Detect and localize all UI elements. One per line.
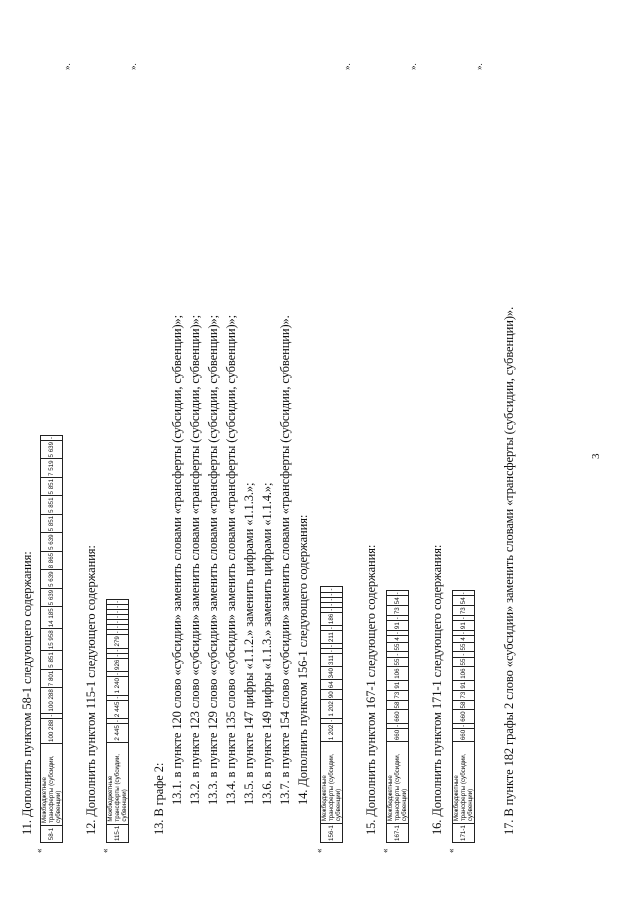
value-cell: 4 — [453, 636, 475, 642]
item-14: 14. Дополнить пунктом 156-1 следующего содержания: — [296, 514, 310, 805]
quote-open: « — [314, 848, 324, 853]
item-16: 16. Дополнить пунктом 171-1 следующего содержания: — [430, 544, 444, 835]
value-cell: 5 851 — [41, 651, 63, 669]
value-cell: 2 445 — [107, 700, 129, 718]
value-cell: 55 — [453, 642, 475, 652]
item-12: 12. Дополнить пунктом 115-1 следующего содержания: — [84, 545, 98, 835]
item-15: 15. Дополнить пунктом 167-1 следующего содержания: — [364, 544, 378, 835]
value-cell: 7 519 — [41, 459, 63, 477]
value-cell: 106 — [453, 667, 475, 680]
value-cell: 55 — [453, 657, 475, 667]
quote-open: « — [446, 848, 456, 853]
table-row — [321, 587, 343, 843]
value-cell: 1 202 — [321, 700, 343, 718]
row-name-cell: Межбюджетные трансферты (субсидии, субвенции) — [321, 742, 343, 824]
value-cell: - — [107, 630, 129, 635]
value-cell: - — [453, 591, 475, 596]
value-cell: - — [321, 644, 343, 649]
value-cell: 73 — [387, 690, 409, 700]
table-167-1 — [386, 590, 409, 843]
quote-open: « — [100, 848, 110, 853]
row-name-cell: Межбюджетные трансферты (субсидии, субвенции) — [453, 742, 475, 824]
value-cell: 100 288 — [41, 718, 63, 743]
value-cell: 91 — [387, 621, 409, 631]
row-number-cell: 58-1 — [41, 826, 63, 843]
item-13-1: 13.1. в пункте 120 слово «субсидии» заменить словами «трансферты (субсидии, субвенции)»; — [170, 314, 184, 805]
quote-open: « — [34, 848, 44, 853]
row-number-cell: 115-1 — [107, 824, 129, 842]
value-cell: - — [453, 616, 475, 621]
value-cell: - — [321, 607, 343, 612]
value-cell: - — [107, 719, 129, 724]
item-13-5: 13.5. в пункте 147 цифры «1.1.2.» заменить цифрами «1.1.3.»; — [242, 482, 256, 805]
value-cell: - — [453, 652, 475, 657]
value-cell: - — [321, 597, 343, 602]
row-name-cell: Межбюджетные трансферты (субсидии, субвенции) — [41, 744, 63, 826]
value-cell: - — [107, 671, 129, 676]
value-cell: 100 288 — [41, 688, 63, 713]
table-row — [107, 599, 129, 842]
value-cell: 55 — [387, 657, 409, 667]
value-cell: - — [453, 631, 475, 636]
row-number-cell: 167-1 — [387, 824, 409, 843]
table-171-1 — [452, 590, 475, 843]
value-cell: 926 — [107, 658, 129, 671]
value-cell: 106 — [387, 667, 409, 680]
item-13-3: 13.3. в пункте 129 слово «субсидии» заменить словами «трансферты (субсидии, субвенции)»; — [206, 314, 220, 805]
value-cell: 64 — [321, 680, 343, 690]
value-cell: 15 958 — [41, 629, 63, 651]
quote-close: ». — [62, 63, 72, 70]
table-115-1 — [106, 599, 129, 843]
value-cell: - — [41, 435, 63, 440]
value-cell: 55 — [387, 642, 409, 652]
value-cell: 73 — [453, 690, 475, 700]
value-cell: 660 — [453, 710, 475, 723]
page-number: 3 — [590, 453, 602, 459]
value-cell: 58 — [387, 700, 409, 710]
value-cell: - — [387, 652, 409, 657]
table-156-1 — [320, 586, 343, 843]
value-cell: - — [321, 602, 343, 607]
quote-close: ». — [342, 63, 352, 70]
quote-close: ». — [408, 63, 418, 70]
value-cell: 5 639 — [41, 588, 63, 606]
value-cell: 7 801 — [41, 669, 63, 687]
value-cell: 186 — [321, 612, 343, 625]
item-13: 13. В графе 2: — [152, 762, 166, 835]
value-cell: - — [387, 723, 409, 728]
value-cell: 660 — [387, 728, 409, 741]
value-cell: 5 851 — [41, 496, 63, 514]
value-cell: 5 851 — [41, 477, 63, 495]
value-cell: 4 — [387, 636, 409, 642]
value-cell: - — [107, 614, 129, 619]
item-13-4: 13.4. в пункте 135 слово «субсидии» заменить словами «трансферты (субсидии, субвенции)»; — [224, 314, 238, 805]
value-cell: 8 865 — [41, 551, 63, 569]
value-cell: 73 — [453, 606, 475, 616]
quote-close: ». — [474, 63, 484, 70]
value-cell: - — [41, 713, 63, 718]
table-58-1 — [40, 435, 63, 843]
value-cell: - — [321, 626, 343, 631]
table-row — [387, 591, 409, 843]
value-cell: - — [107, 609, 129, 614]
table-row — [453, 591, 475, 843]
value-cell: 90 — [321, 690, 343, 700]
table-row — [41, 435, 63, 842]
item-13-6: 13.6. в пункте 149 цифры «1.1.3.» заменить цифрами «1.1.4.»; — [260, 482, 274, 805]
value-cell: 5 639 — [41, 533, 63, 551]
value-cell: 340 — [321, 667, 343, 680]
item-13-2: 13.2. в пункте 123 слово «субсидии» заменить словами «трансферты (субсидии, субвенции)»; — [188, 314, 202, 805]
value-cell: 14 185 — [41, 607, 63, 629]
value-cell: - — [387, 616, 409, 621]
value-cell: - — [387, 591, 409, 596]
quote-close: ». — [128, 63, 138, 70]
row-number-cell: 156-1 — [321, 824, 343, 843]
quote-open: « — [380, 848, 390, 853]
value-cell: - — [107, 653, 129, 658]
value-cell: 311 — [321, 654, 343, 667]
value-cell: - — [107, 695, 129, 700]
value-cell: - — [107, 625, 129, 630]
item-17: 17. В пункте 182 графы 2 слово «субсидии» заменить словами «трансферты (субсидии, субвенции)». — [502, 306, 516, 835]
item-13-7: 13.7. в пункте 154 слово «субсидии» заменить словами «трансферты (субсидии, субвенции)». — [278, 315, 292, 805]
value-cell: 211 — [321, 631, 343, 644]
value-cell: - — [321, 718, 343, 723]
value-cell: - — [387, 631, 409, 636]
row-name-cell: Межбюджетные трансферты (субсидии, субвенции) — [387, 742, 409, 824]
value-cell: 54 — [387, 596, 409, 606]
value-cell: 5 851 — [41, 514, 63, 532]
value-cell: 279 — [107, 635, 129, 648]
value-cell: - — [107, 620, 129, 625]
row-name-cell: Межбюджетные трансферты (субсидии, субвенции) — [107, 742, 129, 824]
value-cell: - — [453, 723, 475, 728]
row-number-cell: 171-1 — [453, 824, 475, 843]
value-cell: 660 — [387, 710, 409, 723]
value-cell: - — [321, 592, 343, 597]
value-cell: 660 — [453, 728, 475, 741]
value-cell: 2 445 — [107, 724, 129, 742]
value-cell: - — [107, 599, 129, 604]
value-cell: 91 — [387, 680, 409, 690]
value-cell: 1 240 — [107, 677, 129, 695]
value-cell: - — [321, 587, 343, 592]
value-cell: 73 — [387, 606, 409, 616]
value-cell: 58 — [453, 700, 475, 710]
value-cell: 5 639 — [41, 440, 63, 458]
value-cell: 54 — [453, 596, 475, 606]
value-cell: 91 — [453, 680, 475, 690]
value-cell: 91 — [453, 621, 475, 631]
value-cell: 5 639 — [41, 570, 63, 588]
value-cell: 1 202 — [321, 723, 343, 741]
value-cell: - — [321, 649, 343, 654]
value-cell: - — [107, 648, 129, 653]
value-cell: - — [107, 604, 129, 609]
item-11: 11. Дополнить пунктом 58-1 следующего содержания: — [20, 551, 34, 835]
